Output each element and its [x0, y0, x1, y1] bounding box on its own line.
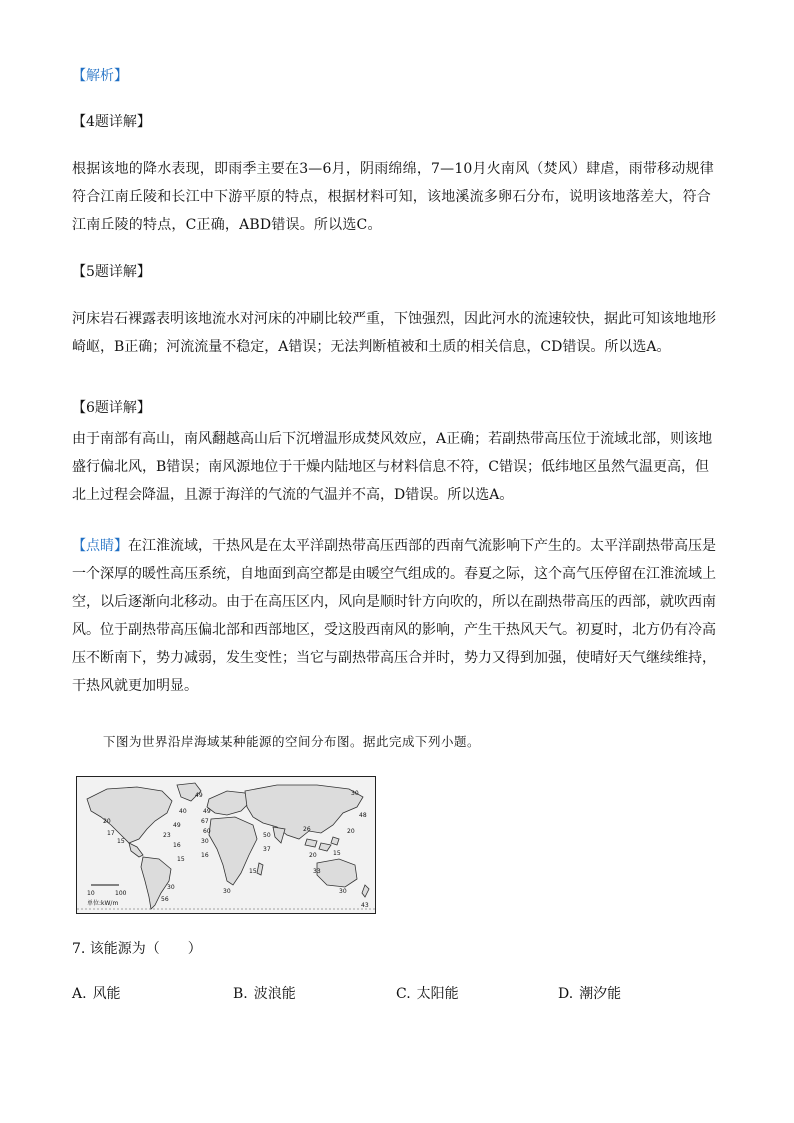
q4-body: 根据该地的降水表现，即雨季主要在3—6月，阴雨绵绵，7—10月火南风（焚风）肆虐，雨带移动规律符合江南丘陵和长江中下游平原的特点，根据材料可知，该地溪流多卵石分布，说明该地落差大，符合江南丘陵的特点，C正确，ABD错误。所以选C。	[72, 161, 714, 233]
world-energy-map	[76, 776, 376, 914]
map-value: 20	[347, 828, 355, 835]
map-value: 23	[163, 832, 171, 839]
map-value: 16	[173, 842, 181, 849]
option-letter: D.	[558, 986, 574, 1002]
map-value: 56	[161, 896, 169, 903]
q6-heading: 【6题详解】	[72, 400, 151, 416]
map-value: 43	[361, 902, 369, 909]
option-a[interactable]	[72, 983, 127, 1003]
map-value: 20	[309, 852, 317, 859]
map-value: 30	[339, 888, 347, 895]
map-value: 37	[263, 846, 271, 853]
map-value: 49	[203, 808, 211, 815]
map-value: 30	[351, 790, 359, 797]
option-text: 潮汐能	[579, 986, 622, 1002]
note-paragraph	[72, 532, 722, 700]
map-unit-label: 单位:kW/m	[87, 900, 119, 907]
analysis-heading: 【解析】	[72, 68, 128, 84]
option-text: 风能	[92, 986, 121, 1002]
map-value: 33	[313, 868, 321, 875]
option-text: 波浪能	[253, 986, 296, 1002]
note-label: 【点睛】	[72, 538, 128, 554]
map-value: 17	[107, 830, 115, 837]
map-value: 49	[173, 822, 181, 829]
map-value: 60	[203, 828, 211, 835]
map-value: 50	[263, 832, 271, 839]
scale-label: 10	[87, 890, 95, 897]
option-letter: A.	[72, 986, 87, 1002]
map-value: 30	[223, 888, 231, 895]
figure-intro: 下图为世界沿岸海域某种能源的空间分布图。据此完成下列小题。	[103, 734, 481, 749]
map-value: 67	[201, 818, 209, 825]
map-value: 30	[201, 838, 209, 845]
map-value: 15	[177, 856, 185, 863]
option-b[interactable]	[233, 983, 302, 1003]
world-map-graphic	[77, 777, 375, 913]
question-stem: 7. 该能源为（ ）	[72, 941, 202, 957]
option-c[interactable]	[396, 983, 465, 1003]
q6-body: 由于南部有高山，南风翻越高山后下沉增温形成焚风效应，A正确；若副热带高压位于流域北部，则该地盛行偏北风，B错误；南风源地位于干燥内陆地区与材料信息不符，C错误；低纬地区虽然气温更高，但北上过程会降温，且源于海洋的气流的气温并不高，D错误。所以选A。	[72, 431, 713, 503]
map-value: 48	[359, 812, 367, 819]
scale-label: 100	[115, 890, 127, 897]
q5-heading: 【5题详解】	[72, 264, 151, 280]
note-body: 在江淮流域，干热风是在太平洋副热带高压西部的西南气流影响下产生的。太平洋副热带高压是一个深厚的暖性高压系统，自地面到高空都是由暖空气组成的。春夏之际，这个高气压停留在江淮流域上空，以后逐渐向北移动。由于在高压区内，风向是顺时针方向吹的，所以在副热带高压的西部，就吹西南风。位于副热带高压偏北部和西部地区，受这股西南风的影响，产生干热风天气。初夏时，北方仍有冷高压不断南下，势力减弱，发生变性；当它与副热带高压合并时，势力又得到加强，使晴好天气继续维持，干热风就更加明显。	[72, 538, 716, 694]
map-value: 26	[303, 826, 311, 833]
map-value: 20	[103, 818, 111, 825]
map-value: 16	[201, 852, 209, 859]
q5-body: 河床岩石裸露表明该地流水对河床的冲刷比较严重，下蚀强烈，因此河水的流速较快，据此可知该地地形崎岖，B正确；河流流量不稳定，A错误；无法判断植被和土质的相关信息，CD错误。所以选A。	[72, 311, 716, 355]
option-d[interactable]	[558, 983, 627, 1003]
option-letter: B.	[233, 986, 248, 1002]
map-value: 40	[179, 808, 187, 815]
option-text: 太阳能	[416, 986, 459, 1002]
map-value: 15	[333, 850, 341, 857]
map-value: 49	[195, 792, 203, 799]
q4-heading: 【4题详解】	[72, 114, 151, 130]
map-value: 15	[117, 838, 125, 845]
option-letter: C.	[396, 986, 411, 1002]
map-value: 15	[249, 868, 257, 875]
map-value: 30	[167, 884, 175, 891]
